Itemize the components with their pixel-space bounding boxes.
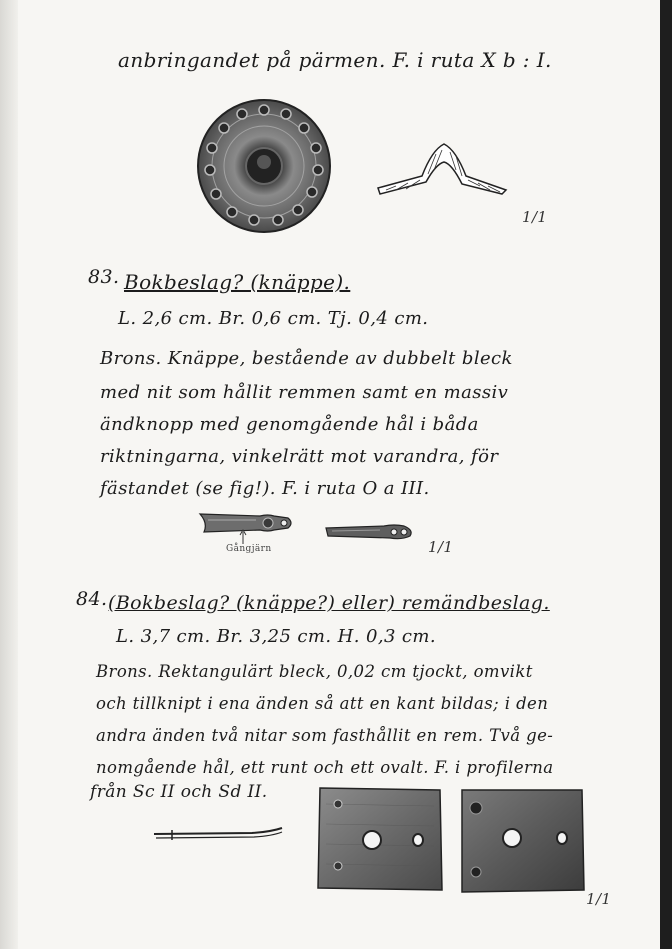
- scale-top: 1/1: [522, 208, 548, 226]
- page-spine-shadow: [0, 0, 18, 949]
- entry-83-number: 83.: [88, 266, 120, 288]
- plate-illustration-front: [316, 784, 444, 894]
- entry-83-measurements: L. 2,6 cm. Br. 0,6 cm. Tj. 0,4 cm.: [118, 308, 429, 329]
- page-edge: [660, 0, 672, 949]
- entry-84-measurements: L. 3,7 cm. Br. 3,25 cm. H. 0,3 cm.: [116, 626, 436, 647]
- entry-84-line: Brons. Rektangulärt bleck, 0,02 cm tjockt, omvikt: [96, 662, 533, 681]
- entry-83-line: Brons. Knäppe, bestående av dubbelt bleck: [100, 348, 513, 369]
- plate-illustration-back: [458, 786, 586, 896]
- gangjarn-arrow-icon: [238, 530, 248, 544]
- plate-profile-illustration: [152, 824, 284, 842]
- entry-84-line: och tillknipt i ena änden så att en kant bildas; i den: [96, 694, 549, 713]
- entry-84-scale: 1/1: [586, 890, 612, 908]
- entry-83-line: med nit som hållit remmen samt en massiv: [100, 382, 509, 403]
- entry-84-line: från Sc II och Sd II.: [90, 782, 268, 802]
- entry-83-scale: 1/1: [428, 538, 454, 556]
- header-line: anbringandet på pärmen. F. i ruta X b : I.: [118, 48, 552, 72]
- entry-83-line: ändknopp med genomgående hål i båda: [100, 414, 479, 435]
- entry-84-number: 84.: [76, 588, 108, 610]
- clasp-illustration-right: [324, 520, 416, 542]
- entry-84-line: nomgående hål, ett runt och ett ovalt. F. i profilerna: [96, 758, 554, 777]
- entry-84-line: andra änden två nitar som fasthållit en rem. Två ge-: [96, 726, 554, 745]
- entry-83-title: Bokbeslag? (knäppe).: [124, 270, 351, 294]
- entry-83-line: fästandet (se fig!). F. i ruta O a III.: [100, 478, 430, 499]
- figure-label-gangjarn: Gångjärn: [226, 544, 272, 554]
- round-mount-illustration: [196, 98, 332, 234]
- mount-profile-illustration: [376, 140, 508, 196]
- entry-84-title: (Bokbeslag? (knäppe?) eller) remändbeslag.: [108, 592, 550, 614]
- entry-83-line: riktningarna, vinkelrätt mot varandra, för: [100, 446, 499, 467]
